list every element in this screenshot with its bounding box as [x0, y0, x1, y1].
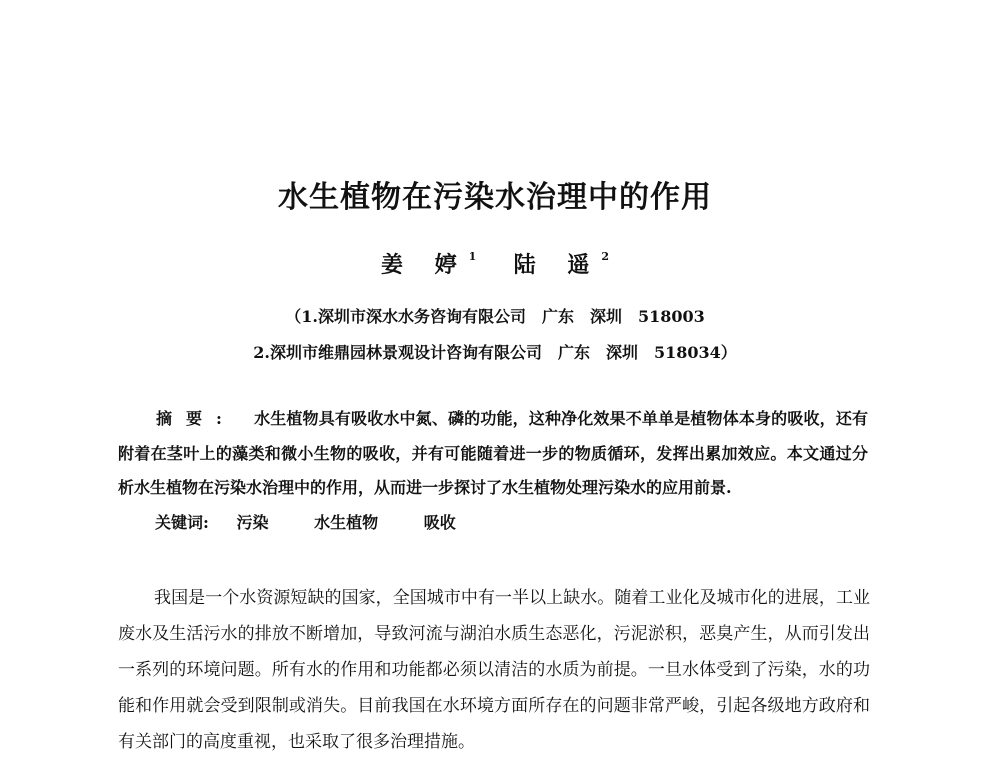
affiliation-mark: 1: [468, 249, 477, 263]
abstract-label: 摘要:: [156, 409, 236, 428]
author: [381, 248, 476, 279]
affiliation-2: 2.深圳市维鼎园林景观设计咨询有限公司 广东 深圳 518034）: [253, 343, 737, 362]
keyword: 吸收: [423, 513, 456, 532]
body-paragraph: [118, 580, 870, 760]
affiliation-1: （1.深圳市深水水务咨询有限公司 广东 深圳 518003: [285, 307, 705, 326]
keywords-label: 关键词:: [155, 513, 209, 532]
author-name: 陆 遥: [513, 252, 602, 278]
body-text: 我国是一个水资源短缺的国家，全国城市中有一半以上缺水。随着工业化及城市化的进展，工业废水及生活污水的排放不断增加，导致河流与湖泊水质生态恶化，污泥淤积，恶臭产生，从而引发出一系列的环境问题。所有水的作用和功能都必须以清洁的水质为前提。一旦水体受到了污染，水的功能和作用就会受到限制或消失。目前我国在水环境方面所存在的问题非常严峻，引起各级地方政府和有关部门的高度重视，也采取了很多治理措施。: [118, 588, 870, 752]
abstract-text: 水生植物具有吸收水中氮、磷的功能，这种净化效果不单单是植物体本身的吸收，还有附着在茎叶上的藻类和微小生物的吸收，并有可能随着进一步的物质循环，发挥出累加效应。本文通过分析水生植物在污染水治理中的作用，从而进一步探讨了水生植物处理污染水的应用前景.: [118, 409, 868, 497]
keyword: 水生植物: [314, 513, 379, 532]
author-name: 姜 婷: [381, 252, 469, 278]
abstract: [118, 402, 868, 506]
author: [514, 248, 609, 279]
keywords: [155, 510, 496, 533]
keyword: 污染: [236, 513, 269, 532]
paper-title: 水生植物在污染水治理中的作用: [278, 180, 712, 215]
author-line: [0, 248, 990, 279]
affiliation-mark: 2: [601, 249, 609, 263]
